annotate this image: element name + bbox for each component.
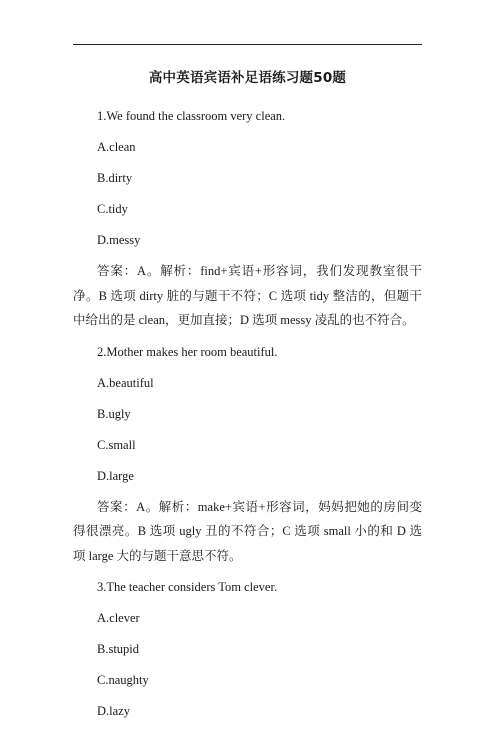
option-c: C.tidy bbox=[97, 202, 128, 216]
header-rule bbox=[73, 44, 422, 45]
answer-explanation: 答案：A。解析：find+宾语+形容词，我们发现教室很干净。B 选项 dirty 脏的与题干不符；C 选项 tidy 整洁的，但题干中给出的是 clean，更加直接；D 选项 messy 凌乱的也不符合。 bbox=[73, 264, 422, 327]
question-stem: 1.We found the classroom very clean. bbox=[97, 109, 286, 123]
option-a: A.beautiful bbox=[97, 375, 154, 390]
option-d: D.lazy bbox=[97, 704, 130, 718]
question-stem: 2.Mother makes her room beautiful. bbox=[97, 344, 278, 359]
option-d: D.large bbox=[97, 468, 134, 483]
option-d: D.messy bbox=[97, 233, 141, 247]
option-c: C.small bbox=[97, 437, 136, 452]
question-block bbox=[73, 340, 422, 569]
option-a: A.clean bbox=[97, 140, 136, 154]
question-stem: 3.The teacher considers Tom clever. bbox=[97, 580, 278, 594]
option-a: A.clever bbox=[97, 611, 140, 625]
option-c: C.naughty bbox=[97, 673, 149, 687]
page-title: 高中英语宾语补足语练习题50题 bbox=[148, 70, 347, 86]
question-block bbox=[73, 575, 422, 723]
option-b: B.stupid bbox=[97, 642, 140, 656]
option-b: B.ugly bbox=[97, 406, 131, 421]
option-b: B.dirty bbox=[97, 171, 133, 185]
document-body bbox=[73, 104, 422, 730]
answer-explanation: 答案：A。解析：make+宾语+形容词，妈妈把她的房间变得很漂亮。B 选项 ugly 丑的不符合；C 选项 small 小的和 D 选项 large 大的与题干意思不符。 bbox=[73, 499, 422, 563]
question-block bbox=[73, 104, 422, 333]
